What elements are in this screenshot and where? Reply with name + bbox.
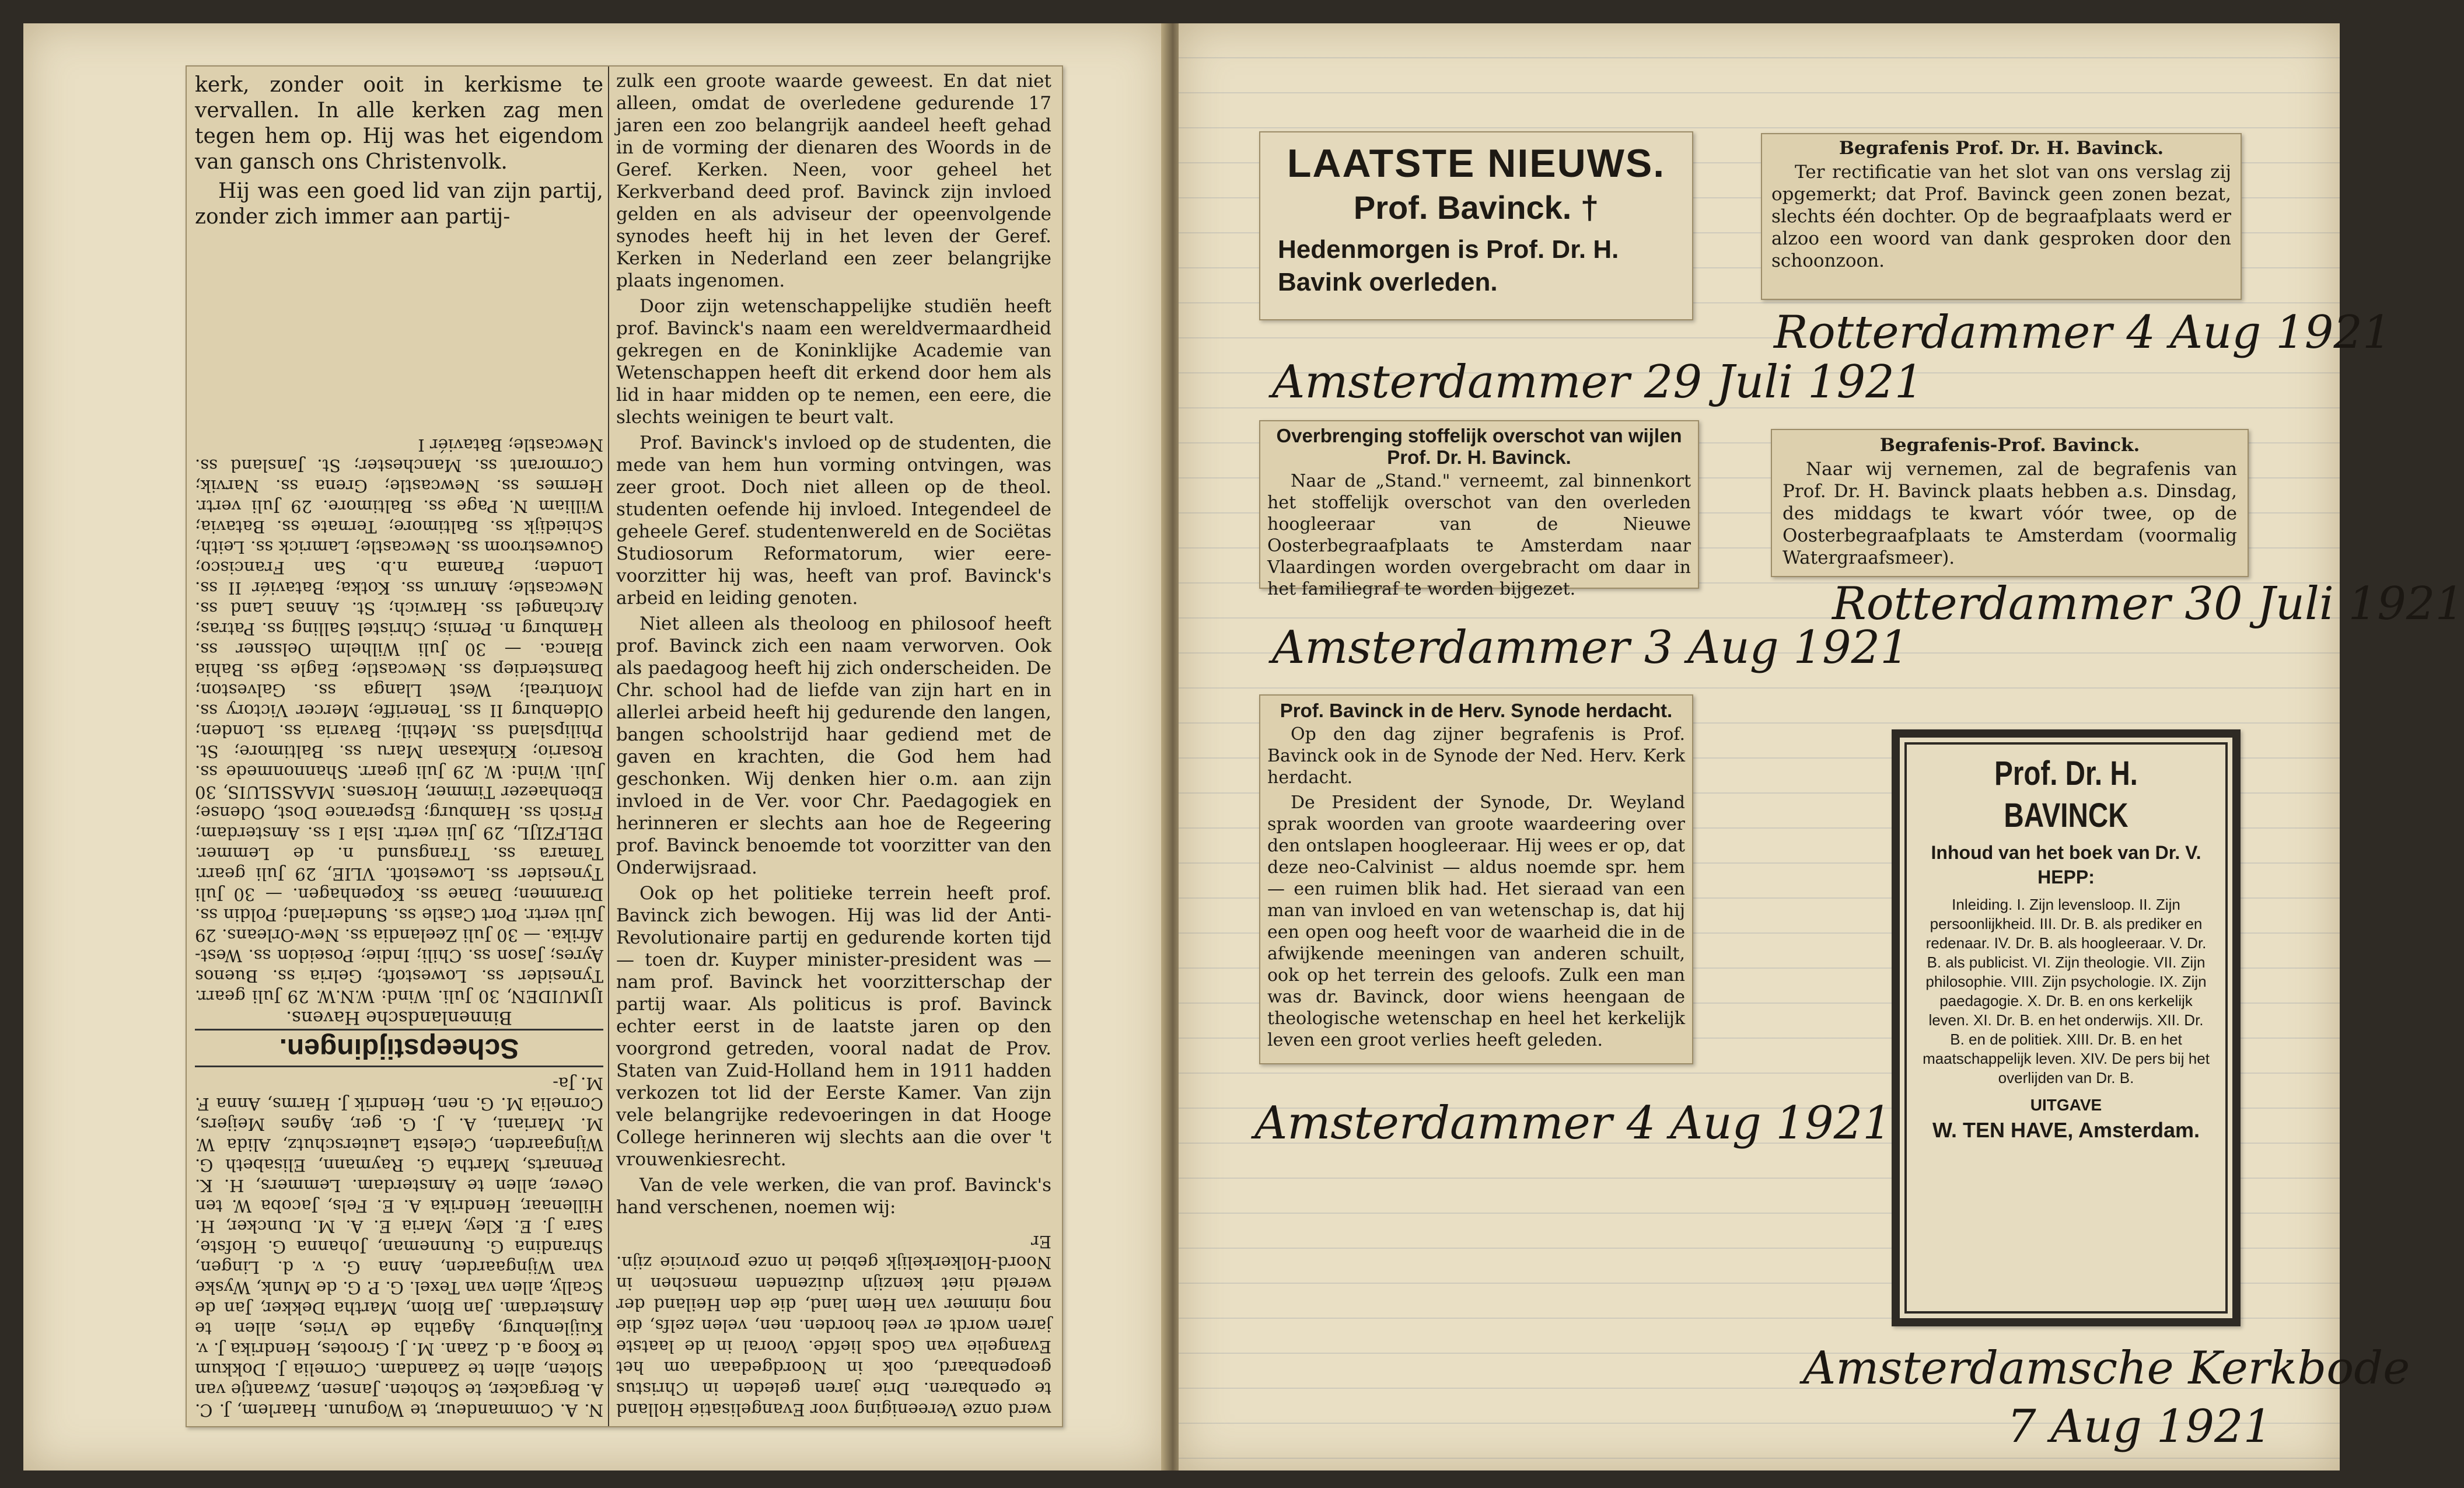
clipping-body xyxy=(1783,458,2237,569)
clipping-title: Begrafenis-Prof. Bavinck. xyxy=(1879,435,2140,456)
column-2 xyxy=(616,70,1051,1218)
left-newspaper-clipping xyxy=(186,65,1063,1427)
handwritten-source-caption: Amsterdammer 4 Aug 1921 xyxy=(1254,1097,1892,1150)
clipping-begrafenis-aankondiging xyxy=(1771,429,2249,577)
handwritten-source-caption: Amsterdammer 3 Aug 1921 xyxy=(1272,621,1909,674)
clipping-body: Hedenmorgen is Prof. Dr. H. Bavink overleden. xyxy=(1278,235,1619,296)
clipping-subtitle: Prof. Bavinck. † xyxy=(1353,189,1599,226)
clipping-paragraph: Naar wij vernemen, zal de begrafenis van Prof. Dr. H. Bavinck plaats hebben a.s. Dinsdag, des middags te kwart vóór twee, op de Oosterbegraafplaats te Amsterdam (voormalig Watergraafsmeer). xyxy=(1783,459,2237,568)
book-advertisement xyxy=(1892,729,2241,1326)
article-paragraph: Ook op het politieke terrein heeft prof. Bavinck zich bewogen. Hij was lid der Anti-Revolutionaire partij en gedurende korten tijd — toen dr. Kuyper minister-president was — nam prof. Bavinck het voorzitterschap der partij waar. Als politicus is prof. Bavinck echter eerst in de laatste jaren op den voorgrond getreden, vooral nadat de Prov. Staten van Zuid-Holland hem in 1911 hadden verkozen tot lid der Eerste Kamer. Van zijn vele belangrijke redevoeringen in dat Hooge College herinneren wij slechts aan die over 't vrouwenkiesrecht. xyxy=(616,883,1051,1170)
article-paragraph: Door zijn wetenschappelijke studiën heeft prof. Bavinck's naam een wereldvermaardheid gekregen en de Koninklijke Academie van Wetenschappen heeft dit erkend door hem als lid in haar midden op te nemen, een eere, die slechts weinigen te beurt valt. xyxy=(616,296,1051,428)
clipping-body xyxy=(1267,470,1691,600)
clipping-body xyxy=(1771,161,2231,272)
clipping-title: Overbrenging stoffelijk overschot van wijlen Prof. Dr. H. Bavinck. xyxy=(1276,425,1682,468)
column-divider xyxy=(608,67,609,1426)
handwritten-source-caption: Rotterdammer 30 Juli 1921 xyxy=(1832,578,2464,630)
clipping-herv-synode xyxy=(1259,694,1693,1064)
clipping-title: Begrafenis Prof. Dr. H. Bavinck. xyxy=(1839,138,2164,159)
handwritten-source-caption: Amsterdammer 29 Juli 1921 xyxy=(1272,356,1924,408)
ad-title: Prof. Dr. H. BAVINCK xyxy=(1994,755,2138,834)
shipping-title: Scheepstijdingen. xyxy=(195,1029,603,1067)
clipping-paragraph: Op den dag zijner begrafenis is Prof. Bavinck ook in de Synode der Ned. Herv. Kerk herdacht. xyxy=(1267,724,1685,788)
handwritten-source-caption: Rotterdammer 4 Aug 1921 xyxy=(1774,306,2392,359)
clipping-paragraph: De President der Synode, Dr. Weyland sprak woorden van groote waardeering over den ontslapen hoogleeraar. Hij wees er op, dat deze neo-Calvinist — aldus noemde spr. hem — een ruimen blik had. Het sieraad van een man van invloed en van wetenschap is, dat hij een open oog heeft voor de waarheid die in de afwijkende meeningen van anderen schuilt, ook op het terrein des geloofs. Zulk een man was dr. Bavinck, door wiens heengaan de theologische wetenschap en heel het kerkelijk leven een groot verlies heeft geleden. xyxy=(1267,792,1685,1050)
ad-publisher-label: UITGAVE xyxy=(2030,1096,2102,1114)
handwritten-source-caption: Amsterdamsche Kerkbode xyxy=(1803,1342,2410,1395)
notices-text: N. A. Commandeur, te Wognum. Haarlem, J. C. A. Bergacker, te Schoten. Jansen, Zwaantje van Sloten, allen te Zaandam. Cornelia J. Dokkum te Koog a. d. Zaan. M. J. Grootes, Hendrika J. v. Kuijlenburg, Agatha de Vries, allen te Amsterdam. Jan Blom, Martha Dekker, Jan de Scally, allen van Texel. G. P. G. de Munk, Wyske van Wijngaarden, Anna G. v. d. Lingen, Shrandina G. Runneman, Johanna G. Hofste, Sara J. E. Kley, Maria E. A. M. Duncker, H. Hillenaar, Hendrika A. E. Fels, Jacoba W. ten Oever, allen te Amsterdam. Lemmers, H. K. Pennarts, Martha G. Raymann, Elisabeth G. Wijngaarden, Celesta Lauterschutz, Alida W. M. Mariani, A. J. G. ger, Agnes Meijers, Cornelia M. G. nen, Hendrik J. Harms, Anna F. M. Ja- xyxy=(195,1074,603,1420)
article-paragraph: kerk, zonder ooit in kerkisme te vervallen. In alle kerken zag men tegen hem op. Hij was het eigendom van gansch ons Christenvolk. xyxy=(195,73,603,174)
ad-subtitle: Inhoud van het boek van Dr. V. HEPP: xyxy=(1931,842,2201,888)
clipping-begrafenis-rectificatie xyxy=(1761,133,2242,300)
shipping-text: IJMUIDEN, 30 Juli. Wind: W.N.W. 29 Juli gearr. Tynesider ss. Lowestoft; Gelria ss. Buenos Ayres; Jason ss. Chili; Indie; Poseidon ss. West-Afrika. — 30 Juli Zeelandia ss. New-Orleans. 29 Juli vertr. Port Castle ss. Sunderland; Poldin ss. Drammen; Danae ss. Kopenhagen. — 30 Juli Tynesider ss. Lowestoft. VLIE, 29 Juli gearr. Tamara ss. Trangsund n. de Lemmer. DELFZIJL, 29 Juli vertr. Isla I ss. Amsterdam; Frisch ss. Hamburg; Esperance Dost, Odense; Ebenhaezer Timmer, Horsens. MAASSLUIS, 30 Juli. Wind: W. 29 Juli gearr. Shannonmede ss. Rosario; Kinkasan Maru ss. Baltimore; St. Philipsland ss. Methil; Bavaria ss. Londen; Oldenburg II ss. Teneriffe; Mercer Victory ss. Montreal; West Llanga ss. Galveston; Damsterdiep ss. Newcastle; Eagle ss. Bahia Blanca. — 30 Juli Wilhelm Oelssner ss. Hamburg n. Pernis; Christel Salling ss. Patras; Archangel ss. Harwich; St. Annas Land ss. Newcastle; Amrum ss. Kotka; Bataviér II ss. Londen; Panama n.b. San Francisco; Gouwestroom ss. Newcastle; Lamrick ss. Leith; Schiedijk ss. Baltimore; Ternate ss. Batavia; William N. Page ss. Baltimore. 29 Juli vertr. Hermes ss. Newcastle; Grena ss. Narvik; Cormorant ss. Manchester; St. Jansland ss. Newcastle; Bataviér I xyxy=(195,435,603,1007)
column-2-bottom-upside-down xyxy=(616,1204,1051,1420)
handwritten-source-caption-date: 7 Aug 1921 xyxy=(2007,1400,2273,1453)
clipping-paragraph: Naar de „Stand." verneemt, zal binnenkort het stoffelijk overschot van den overleden hoogleeraar van de Nieuwe Oosterbegraafplaats te Amsterdam naar Vlaardingen worden overgebracht om daar in het familiegraf te worden bijgezet. xyxy=(1267,471,1691,599)
clipping-title: LAATSTE NIEUWS. xyxy=(1287,141,1666,186)
clipping-laatste-nieuws xyxy=(1259,131,1693,320)
clipping-title: Prof. Bavinck in de Herv. Synode herdacht. xyxy=(1280,700,1673,721)
ad-contents: Inleiding. I. Zijn levensloop. II. Zijn persoonlijkheid. III. Dr. B. als prediker en redenaar. IV. Dr. B. als hoogleeraar. V. Dr. B. als publicist. VI. Zijn theologie. VII. Zijn philosophie. VIII. Zijn psychologie. IX. Zijn paedagogie. X. Dr. B. en ons kerkelijk leven. XI. Dr. B. en het onderwijs. XII. Dr. B. en de politiek. XIII. Dr. B. en het maatschappelijk leven. XIV. De pers bij het overlijden van Dr. B. xyxy=(1923,896,2210,1087)
article-paragraph: Prof. Bavinck's invloed op de studenten, die mede van hem hun vorming ontvingen, was zeer groot. Doch niet alleen op de theol. studenten oefende hij invloed. Integendeel de geheele Geref. studentenwereld en de Sociëtas Studiosorum Reformatorum, wier eere-voorzitter hij was, heeft van prof. Bavinck's arbeid en leiding genoten. xyxy=(616,432,1051,609)
clipping-body xyxy=(1267,724,1685,1051)
column-1-upside-down xyxy=(195,277,603,1420)
article-paragraph: Hij was een goed lid van zijn partij, zonder zich immer aan partij- xyxy=(195,179,603,229)
article-paragraph: Niet alleen als theoloog en philosoof heeft prof. Bavinck zich een naam verworven. Ook als paedagoog heeft hij zich onderscheiden. De Chr. school had de liefde van zijn hart en in allerlei arbeid heeft hij gedurende den langen, bangen schoolstrijd haar gediend met de gaven en krachten, die God hem had geschonken. Wij denken hier o.m. aan zijn invloed in de Ver. voor Chr. Paedagogiek en herinneren er slechts aan hoe de Regeering prof. Bavinck benoemde tot voorzitter van den Onderwijsraad. xyxy=(616,613,1051,878)
ad-publisher: W. TEN HAVE, Amsterdam. xyxy=(1932,1118,2200,1142)
clipping-paragraph: Ter rectificatie van het slot van ons verslag zij opgemerkt; dat Prof. Bavinck geen zonen bezat, slechts één dochter. Op de begraafplaats werd er alzoo een woord van dank gesproken door den schoonzoon. xyxy=(1771,162,2231,271)
article-paragraph: Van de vele werken, die van prof. Bavinck's hand verschenen, noemen wij: xyxy=(616,1175,1051,1218)
article-fragment: werd onze Vereeniging voor Evangelisatie Holland te openbaren. Drie jaren geleden in Christus geopenbaard, ook in Noordgedaan om het Evangelie van Gods liefde. Vooral in de laatste jaren wordt er veel hoorden. nen, velen zelfs, die nog nimmer van Hem land, die den Heiland der wereld niet kenzijn duizenden menschen in Noord-Holkerkelijk gebied in onze provincie zijn. Er xyxy=(616,1232,1051,1420)
shipping-subtitle: Binnenlandsche Havens. xyxy=(286,1007,512,1028)
clipping-overbrenging xyxy=(1259,420,1699,599)
article-paragraph: zulk een groote waarde geweest. En dat niet alleen, omdat de overledene gedurende 17 jaren een zoo belangrijk aandeel heeft gehad in de vorming der dienaren des Woords in de Geref. Kerken. Neen, voor geheel het Kerkverband deed prof. Bavinck zijn invloed gelden en als adviseur der opeenvolgende synodes heeft hij in het leven der Geref. Kerken in Nederland een zeer belangrijke plaats ingenomen. xyxy=(616,71,1051,291)
